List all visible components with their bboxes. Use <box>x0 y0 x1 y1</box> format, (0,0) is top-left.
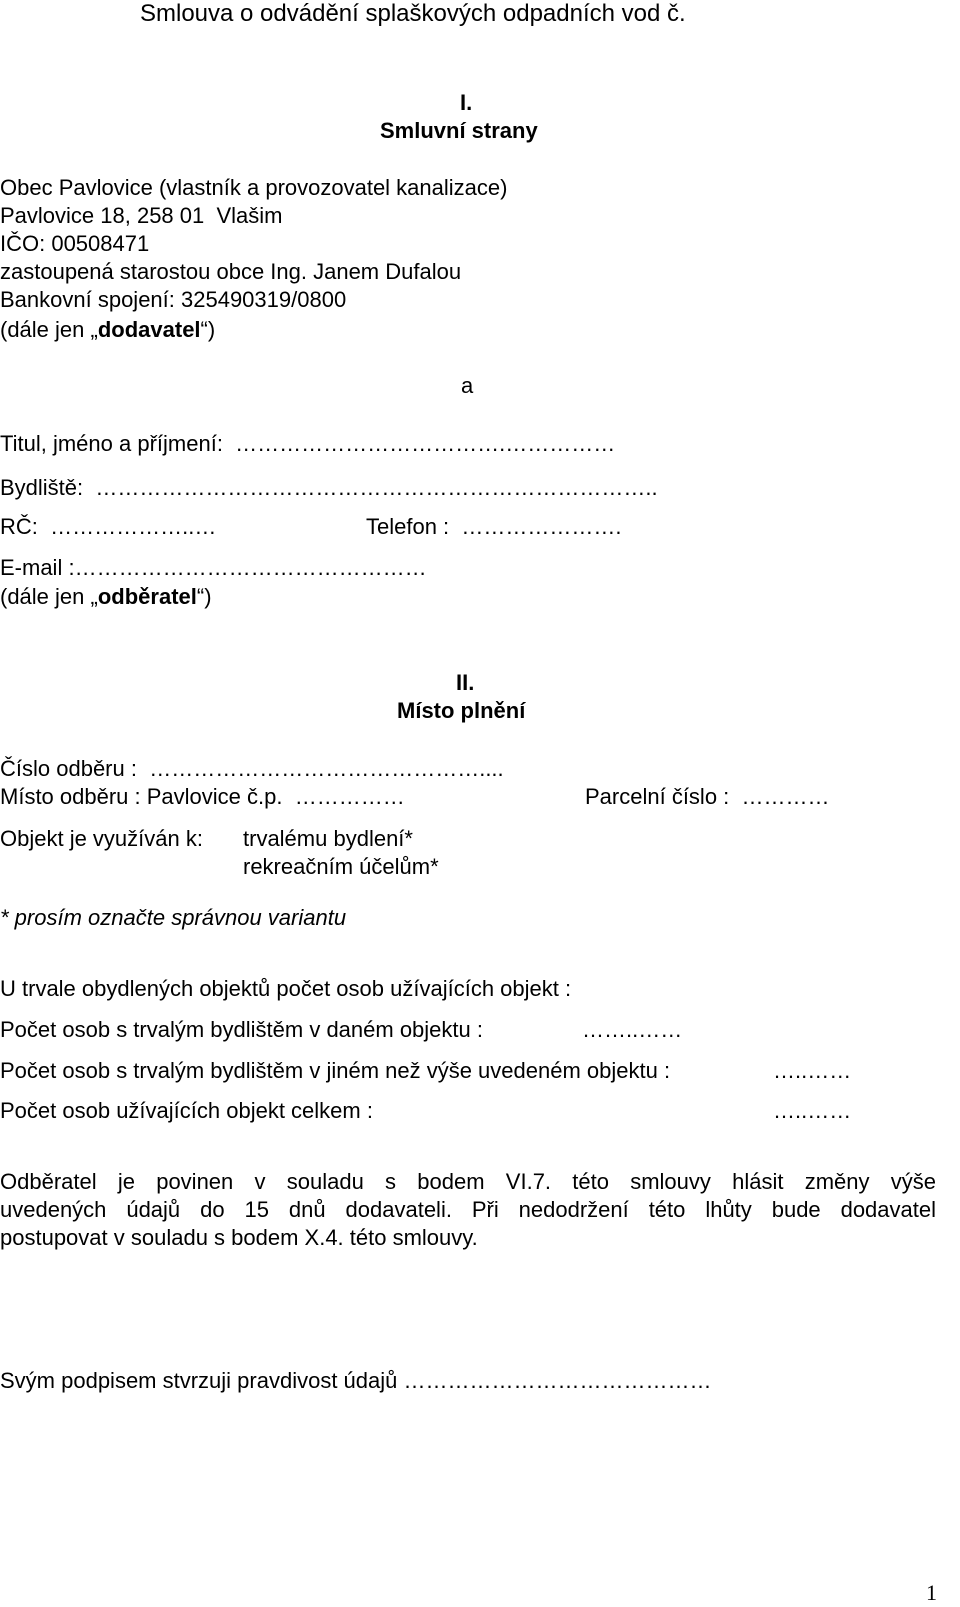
signature-label: Svým podpisem stvrzuji pravdivost údajů <box>0 1368 398 1393</box>
customer-role-line <box>0 583 212 611</box>
usage-label: Objekt je využíván k: <box>0 826 203 851</box>
customer-phone-field[interactable]: …………………. <box>461 514 622 539</box>
parcel-field[interactable]: ………… <box>741 784 830 809</box>
persons-line-3-field[interactable]: …..…… <box>773 1098 852 1123</box>
place-address-field[interactable]: …………… <box>294 784 405 809</box>
section-1-heading: Smluvní strany <box>380 118 538 143</box>
obligation-line-3: postupovat v souladu s bodem X.4. této smlouvy. <box>0 1225 478 1250</box>
parcel-label: Parcelní číslo : <box>585 784 730 809</box>
customer-rc-label: RČ: <box>0 514 38 539</box>
signature-row <box>0 1367 712 1395</box>
supplier-role-prefix: (dále jen „ <box>0 317 98 342</box>
customer-role-suffix: “) <box>196 584 212 609</box>
customer-email-label: E-mail : <box>0 555 75 580</box>
persons-line-1-field[interactable]: ……..…… <box>582 1017 683 1042</box>
conjunction: a <box>461 373 474 398</box>
obligation-line-1: Odběratel je povinen v souladu s bodem VI.7. této smlouvy hlásit změny výše <box>0 1169 936 1194</box>
signature-field[interactable]: …………………………………… <box>403 1368 712 1393</box>
supplier-line-5: Bankovní spojení: 325490319/0800 <box>0 287 347 312</box>
place-address-label: Místo odběru : Pavlovice č.p. <box>0 784 283 809</box>
customer-email-field[interactable]: ………………………………………… <box>74 555 427 580</box>
section-2-number: II. <box>456 670 475 695</box>
section-1-number: I. <box>460 90 473 115</box>
place-address-row <box>0 783 405 811</box>
customer-rc-field[interactable]: ………………..… <box>50 514 217 539</box>
parcel-row <box>585 783 830 811</box>
customer-email-row <box>0 554 427 582</box>
persons-line-1-label: Počet osob s trvalým bydlištěm v daném objektu : <box>0 1017 483 1042</box>
supplier-role: dodavatel <box>97 317 201 342</box>
persons-intro: U trvale obydlených objektů počet osob užívajících objekt : <box>0 976 572 1001</box>
place-number-field[interactable]: ……………………………………….... <box>149 756 504 781</box>
customer-rc-row <box>0 513 216 541</box>
usage-option-permanent[interactable]: trvalému bydlení* <box>243 826 413 851</box>
persons-line-2-field[interactable]: …..…… <box>773 1058 852 1083</box>
customer-address-row <box>0 474 658 502</box>
section-2-heading: Místo plnění <box>397 698 526 723</box>
place-number-row <box>0 755 504 783</box>
supplier-line-3: IČO: 00508471 <box>0 231 150 256</box>
customer-name-row <box>0 430 615 458</box>
place-number-label: Číslo odběru : <box>0 756 137 781</box>
supplier-line-4: zastoupená starostou obce Ing. Janem Dufalou <box>0 259 462 284</box>
customer-phone-label: Telefon : <box>366 514 450 539</box>
obligation-line-2: uvedených údajů do 15 dnů dodavateli. Při nedodržení této lhůty bude dodavatel <box>0 1197 936 1222</box>
customer-address-label: Bydliště: <box>0 475 84 500</box>
supplier-role-line <box>0 316 215 344</box>
customer-role-prefix: (dále jen „ <box>0 584 98 609</box>
supplier-line-2: Pavlovice 18, 258 01 Vlašim <box>0 203 283 228</box>
persons-line-2-label: Počet osob s trvalým bydlištěm v jiném než výše uvedeném objektu : <box>0 1058 671 1083</box>
supplier-line-1: Obec Pavlovice (vlastník a provozovatel kanalizace) <box>0 175 508 200</box>
supplier-role-suffix: “) <box>200 317 216 342</box>
usage-note: * prosím označte správnou variantu <box>0 905 347 930</box>
usage-option-recreation[interactable]: rekreačním účelům* <box>243 854 439 879</box>
page-number: 1 <box>926 1580 937 1605</box>
customer-address-field[interactable]: ………………………………………………………………….. <box>95 475 658 500</box>
persons-line-3-label: Počet osob užívajících objekt celkem : <box>0 1098 373 1123</box>
customer-name-field[interactable]: ……………………………….…………… <box>235 431 616 456</box>
customer-name-label: Titul, jméno a příjmení: <box>0 431 223 456</box>
customer-role: odběratel <box>97 584 197 609</box>
customer-phone-row <box>366 513 622 541</box>
document-title: Smlouva o odvádění splaškových odpadních vod č. <box>140 0 686 27</box>
